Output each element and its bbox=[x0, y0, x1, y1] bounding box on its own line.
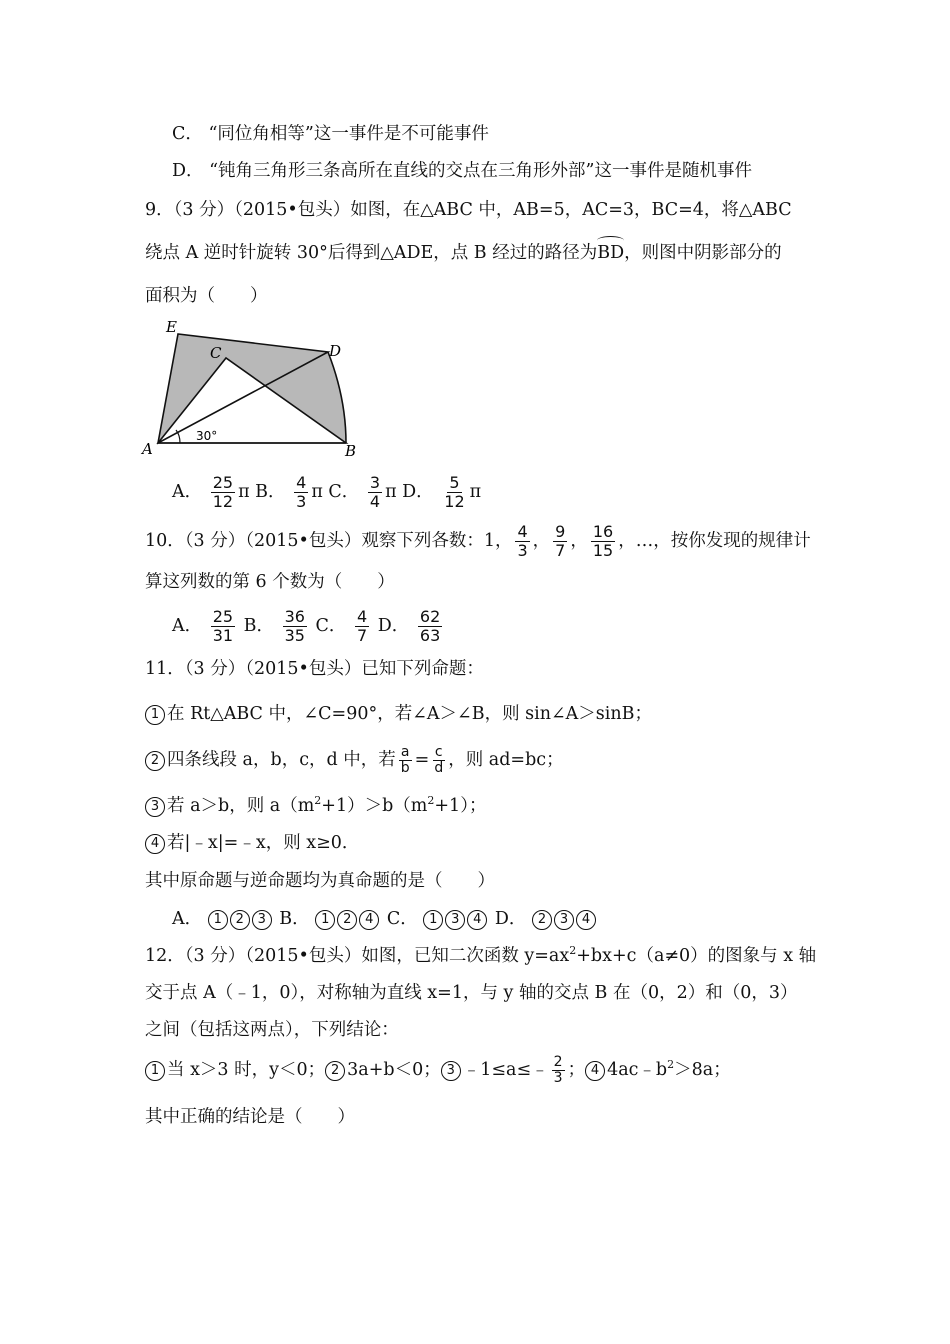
q10-frac-2 bbox=[553, 523, 567, 560]
frac-den: 3 bbox=[517, 541, 528, 560]
frac-num: 9 bbox=[555, 522, 566, 541]
frac-den: 31 bbox=[212, 626, 234, 645]
q10-stem-line1: 10．（3 分）（2015•包头）观察下列各数：1， $\frac{4}{3}$ ， $\frac{9}{7}$ ， $\frac{16}{15}$ ，…，按你发现的规律计 bbox=[145, 522, 811, 560]
circled-number: 3 bbox=[554, 910, 574, 930]
frac-num: 3 bbox=[369, 473, 381, 492]
frac-num: 5 bbox=[449, 473, 460, 492]
q10-opt-c-letter: C． bbox=[315, 616, 347, 636]
q11-proposition-2 bbox=[145, 740, 564, 780]
q10-stem-line2: 算这列数的第 6 个数为（ ） bbox=[145, 572, 395, 592]
circled-number-1: 1 bbox=[145, 1061, 165, 1081]
q9-opt-a-letter: A． bbox=[172, 482, 203, 502]
circled-number: 1 bbox=[208, 910, 228, 930]
circled-number-3: 3 bbox=[145, 797, 165, 817]
q12-stem-line2: 交于点 A（﹣1，0），对称轴为直线 x=1，与 y 轴的交点 B 在（0，2）和（0，3） bbox=[145, 983, 798, 1003]
frac-den: 12 bbox=[444, 492, 465, 511]
pi-symbol: π bbox=[238, 482, 250, 502]
q9-opt-d-letter: D． bbox=[402, 482, 434, 502]
q9-opt-c-frac bbox=[368, 474, 382, 511]
pi-symbol: π bbox=[385, 482, 397, 502]
q9-stem-line2-a: 绕点 A 逆时针旋转 30°后得到△ADE，点 B 经过的路径为 bbox=[145, 243, 598, 263]
circled-number-2: 2 bbox=[325, 1061, 345, 1081]
q12-line1-a: 12．（3 分）（2015•包头）如图，已知二次函数 y=ax bbox=[145, 946, 570, 966]
q9-opt-a-frac bbox=[211, 474, 235, 511]
q10-opt-c-frac bbox=[355, 608, 369, 645]
q11-frac-ab bbox=[399, 745, 412, 776]
circled-number: 1 bbox=[423, 910, 443, 930]
frac-den: 3 bbox=[553, 1070, 563, 1086]
q9-opt-b-frac bbox=[294, 474, 308, 511]
q11-proposition-1 bbox=[145, 702, 652, 726]
q11-frac-cd bbox=[432, 745, 445, 776]
q12-c2: 3a+b＜0； bbox=[347, 1060, 441, 1080]
circled-number-4: 4 bbox=[585, 1061, 605, 1081]
q11-stem: 11．（3 分）（2015•包头）已知下列命题： bbox=[145, 659, 484, 679]
pi-symbol: π bbox=[311, 482, 323, 502]
frac-den: 15 bbox=[592, 541, 614, 560]
superscript: 2 bbox=[314, 794, 322, 808]
q10-opt-a-frac bbox=[211, 608, 235, 645]
q10-opt-b-letter: B． bbox=[243, 616, 275, 636]
circled-number: 4 bbox=[359, 910, 379, 930]
q11-opt-d-letter: D． bbox=[494, 909, 527, 929]
circled-number: 2 bbox=[337, 910, 357, 930]
q11-p3-b: +1）＞b（m bbox=[321, 796, 428, 816]
circled-number: 2 bbox=[230, 910, 250, 930]
q12-c4-a: 4ac﹣b bbox=[607, 1060, 668, 1080]
q10-frac-1 bbox=[515, 523, 529, 560]
frac-num: 62 bbox=[419, 607, 441, 626]
q12-c4-b: ＞8a； bbox=[674, 1060, 731, 1080]
q11-p2-text-b: ，则 ad=bc； bbox=[448, 750, 564, 770]
frac-den: 12 bbox=[212, 492, 234, 511]
label-e: E bbox=[166, 318, 177, 336]
q9-opt-b-letter: B． bbox=[255, 482, 286, 502]
q11-p3-c: +1）； bbox=[434, 796, 487, 816]
q9-opt-c-letter: C． bbox=[328, 482, 360, 502]
q9-figure bbox=[138, 318, 368, 460]
q11-options bbox=[172, 907, 598, 931]
circled-number: 1 bbox=[315, 910, 335, 930]
q11-opt-b-letter: B． bbox=[279, 909, 310, 929]
equals-sign: = bbox=[414, 750, 430, 770]
q9-options bbox=[172, 472, 481, 512]
q10-options bbox=[172, 606, 445, 646]
q12-line1-b: +bx+c（a≠0）的图象与 x 轴 bbox=[576, 946, 817, 966]
circled-number-2: 2 bbox=[145, 751, 165, 771]
q9-opt-d-frac bbox=[442, 474, 466, 511]
q12-stem-line1 bbox=[145, 944, 816, 968]
q9-stem-line1: 9．（3 分）（2015•包头）如图，在△ABC 中，AB=5，AC=3，BC=4，将△ABC bbox=[145, 200, 792, 220]
q10-opt-d-letter: D． bbox=[377, 616, 410, 636]
frac-den: 63 bbox=[419, 626, 441, 645]
q10-stem-a: 10．（3 分）（2015•包头）观察下列各数：1， bbox=[145, 531, 513, 551]
superscript: 2 bbox=[427, 794, 435, 808]
circled-number: 4 bbox=[576, 910, 596, 930]
q12-question: 其中正确的结论是（ ） bbox=[145, 1107, 355, 1127]
q12-conclusions bbox=[145, 1050, 731, 1090]
frac-num: 4 bbox=[517, 522, 528, 541]
q12-c3-a: ﹣1≤a≤﹣ bbox=[462, 1060, 549, 1080]
arc-bd: BD bbox=[597, 243, 625, 263]
frac-den: d bbox=[434, 760, 444, 776]
circled-number: 3 bbox=[445, 910, 465, 930]
circled-number-1: 1 bbox=[145, 705, 165, 725]
q12-c1: 当 x＞3 时，y＜0； bbox=[167, 1060, 326, 1080]
q11-proposition-3 bbox=[145, 794, 486, 818]
q9-stem-line2 bbox=[145, 241, 782, 265]
frac-den: 7 bbox=[357, 626, 368, 645]
q10-opt-b-frac bbox=[283, 608, 307, 645]
q10-opt-d-frac bbox=[418, 608, 442, 645]
frac-num: 25 bbox=[212, 607, 234, 626]
circled-number: 2 bbox=[532, 910, 552, 930]
q11-p4-text: 若|﹣x|=﹣x，则 x≥0． bbox=[167, 833, 360, 853]
label-a: A bbox=[142, 440, 153, 458]
q12-c3-b: ； bbox=[567, 1060, 586, 1080]
q9-stem-line3: 面积为（ ） bbox=[145, 286, 268, 306]
label-c: C bbox=[210, 344, 222, 362]
label-b: B bbox=[345, 442, 357, 460]
frac-num: 36 bbox=[284, 607, 305, 626]
q9-stem-line2-b: ，则图中阴影部分的 bbox=[624, 243, 782, 263]
frac-num: a bbox=[400, 744, 410, 760]
label-angle: 30° bbox=[196, 429, 218, 443]
frac-num: 25 bbox=[212, 473, 234, 492]
superscript: 2 bbox=[667, 1058, 675, 1072]
circled-number-4: 4 bbox=[145, 834, 165, 854]
circled-number: 3 bbox=[252, 910, 272, 930]
q11-p1-text: 在 Rt△ABC 中，∠C=90°，若∠A＞∠B，则 sin∠A＞sinB； bbox=[167, 704, 652, 724]
q8-option-c: C． “同位角相等”这一事件是不可能事件 bbox=[172, 124, 489, 144]
q11-proposition-4 bbox=[145, 831, 359, 855]
q11-opt-c-letter: C． bbox=[386, 909, 418, 929]
q12-frac bbox=[552, 1055, 565, 1086]
frac-den: b bbox=[400, 760, 410, 776]
circled-number: 4 bbox=[467, 910, 487, 930]
frac-num: 2 bbox=[553, 1054, 563, 1070]
frac-num: c bbox=[434, 744, 443, 760]
label-d: D bbox=[329, 342, 342, 360]
q11-question: 其中原命题与逆命题均为真命题的是（ ） bbox=[145, 871, 495, 891]
frac-den: 4 bbox=[369, 492, 381, 511]
q10-opt-a-letter: A． bbox=[172, 616, 203, 636]
circled-number-3: 3 bbox=[441, 1061, 461, 1081]
q10-stem-b: ，…，按你发现的规律计 bbox=[618, 531, 811, 551]
q11-p3-a: 若 a＞b，则 a（m bbox=[167, 796, 315, 816]
frac-den: 35 bbox=[284, 626, 305, 645]
frac-den: 7 bbox=[555, 541, 566, 560]
q8-option-d: D． “钝角三角形三条高所在直线的交点在三角形外部”这一事件是随机事件 bbox=[172, 161, 752, 181]
q12-stem-line3: 之间（包括这两点），下列结论： bbox=[145, 1020, 399, 1040]
frac-num: 4 bbox=[357, 607, 368, 626]
frac-num: 16 bbox=[592, 522, 614, 541]
frac-num: 4 bbox=[296, 473, 307, 492]
q11-p2-text-a: 四条线段 a，b，c，d 中，若 bbox=[167, 750, 396, 770]
pi-symbol: π bbox=[469, 482, 482, 502]
q11-opt-a-letter: A． bbox=[172, 909, 203, 929]
frac-den: 3 bbox=[296, 492, 307, 511]
superscript: 2 bbox=[569, 944, 577, 958]
q10-frac-3 bbox=[591, 523, 615, 560]
